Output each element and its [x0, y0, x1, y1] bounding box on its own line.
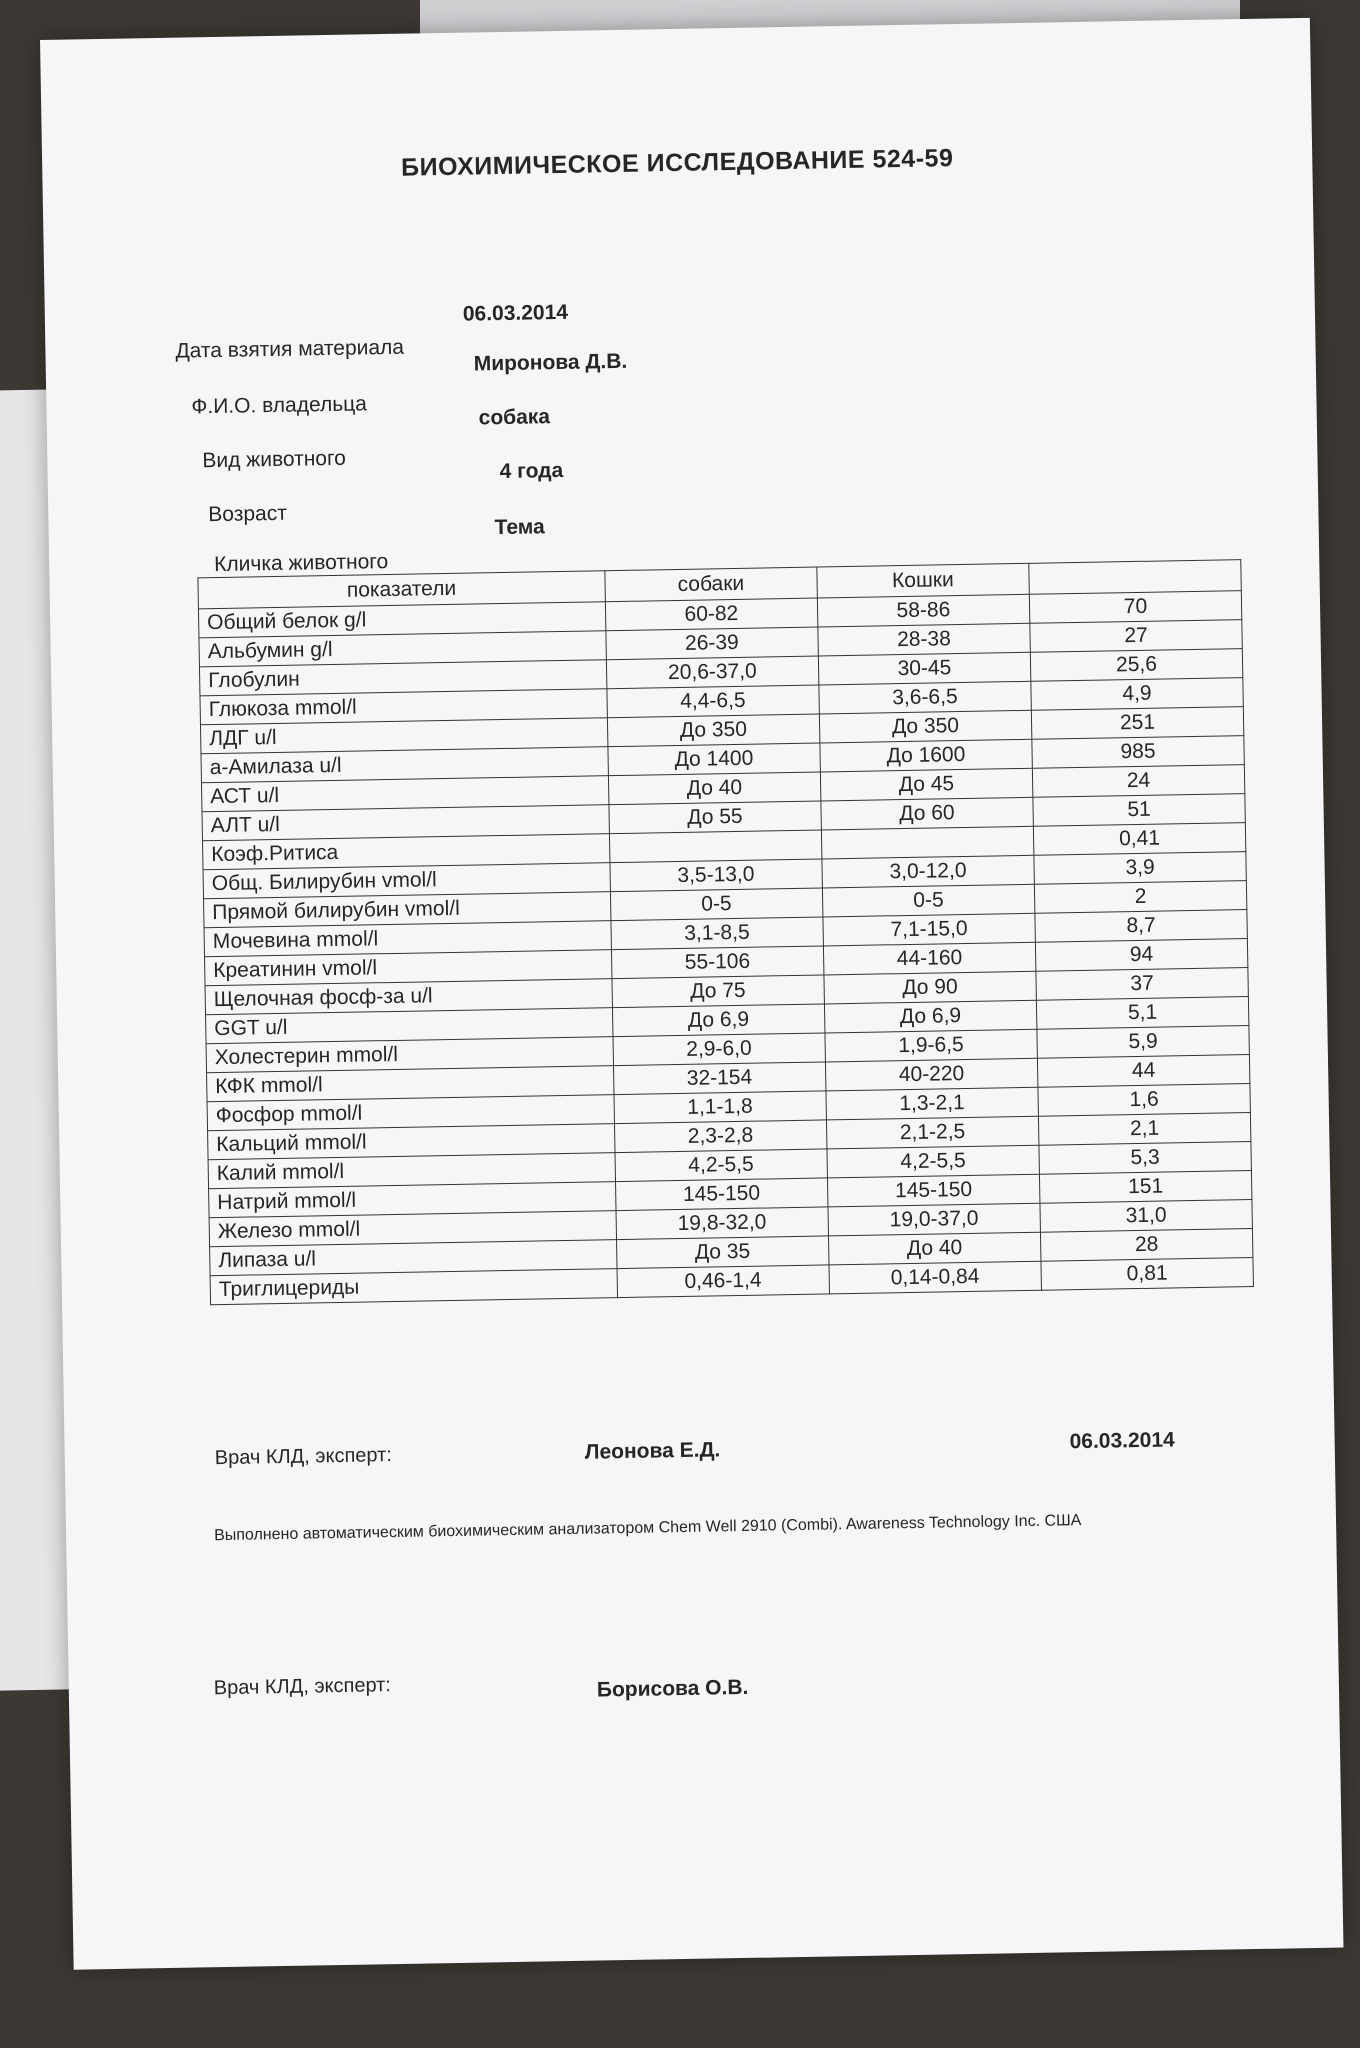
cat-range-cell: 0-5 [822, 884, 1035, 917]
cat-range-cell: 3,6-6,5 [819, 681, 1032, 714]
field-label-date: Дата взятия материала [175, 335, 405, 363]
result-cell: 5,9 [1037, 1026, 1250, 1059]
header-indicator: показатели [198, 571, 605, 609]
dog-range-cell: 4,2-5,5 [615, 1149, 828, 1182]
result-cell: 2 [1034, 881, 1247, 914]
field-value-owner: Миронова Д.В. [473, 349, 628, 376]
indicator-cell: Фосфор mmol/l [207, 1095, 614, 1131]
dog-range-cell [609, 830, 822, 863]
indicator-cell: Железо mmol/l [209, 1211, 616, 1247]
result-cell: 3,9 [1034, 852, 1247, 885]
field-value-pet-name: Тема [494, 515, 545, 540]
header-dogs: собаки [605, 567, 818, 602]
cat-range-cell: 145-150 [827, 1174, 1040, 1207]
indicator-cell: Прямой билирубин vmol/l [204, 892, 611, 928]
cat-range-cell: 1,3-2,1 [826, 1087, 1039, 1120]
field-label-age: Возраст [208, 501, 288, 527]
dog-range-cell: 2,3-2,8 [614, 1120, 827, 1153]
result-cell: 8,7 [1035, 910, 1248, 943]
indicator-cell: Коэф.Ритиса [203, 834, 610, 870]
dog-range-cell: До 1400 [608, 743, 821, 776]
indicator-cell: ЛДГ u/l [200, 718, 607, 754]
indicator-cell: а-Амилаза u/l [201, 747, 608, 783]
cat-range-cell: До 40 [828, 1232, 1041, 1265]
indicator-cell: Мочевина mmol/l [204, 921, 611, 957]
cat-range-cell: 7,1-15,0 [823, 913, 1036, 946]
result-cell: 1,6 [1038, 1084, 1251, 1117]
dog-range-cell: До 75 [612, 975, 825, 1008]
dog-range-cell: До 350 [607, 714, 820, 747]
field-label-pet-name: Кличка животного [213, 550, 389, 577]
signature1-label: Врач КЛД, эксперт: [214, 1444, 393, 1470]
dog-range-cell: До 35 [616, 1236, 829, 1269]
result-cell: 151 [1039, 1171, 1252, 1204]
field-label-species: Вид животного [202, 446, 347, 473]
field-label-owner: Ф.И.О. владельца [191, 392, 368, 419]
dog-range-cell: До 40 [608, 772, 821, 805]
indicator-cell: КФК mmol/l [207, 1066, 614, 1102]
indicator-cell: Холестерин mmol/l [206, 1037, 613, 1073]
dog-range-cell: 2,9-6,0 [613, 1033, 826, 1066]
header-result [1029, 560, 1242, 595]
result-cell: 51 [1033, 794, 1246, 827]
cat-range-cell: До 1600 [820, 739, 1033, 772]
indicator-cell: Общий белок g/l [198, 602, 605, 638]
field-value-date: 06.03.2014 [462, 300, 569, 326]
result-cell: 28 [1040, 1229, 1253, 1262]
cat-range-cell: До 350 [819, 710, 1032, 743]
result-cell: 5,1 [1036, 997, 1249, 1030]
result-cell: 37 [1036, 968, 1249, 1001]
dog-range-cell: 4,4-6,5 [607, 685, 820, 718]
dog-range-cell: 60-82 [605, 598, 818, 631]
indicator-cell: Липаза u/l [210, 1240, 617, 1276]
dog-range-cell: До 55 [609, 801, 822, 834]
field-value-species: собака [478, 405, 551, 430]
header-cats: Кошки [817, 563, 1030, 598]
cat-range-cell: 0,14-0,84 [829, 1261, 1042, 1294]
dog-range-cell: 0-5 [610, 888, 823, 921]
signature1-name: Леонова Е.Д. [584, 1438, 721, 1464]
indicator-cell: Глюкоза mmol/l [200, 689, 607, 725]
cat-range-cell: 19,0-37,0 [828, 1203, 1041, 1236]
field-value-age: 4 года [499, 458, 564, 484]
indicator-cell: Общ. Билирубин vmol/l [203, 863, 610, 899]
dog-range-cell: 3,5-13,0 [610, 859, 823, 892]
indicator-cell: Креатинин vmol/l [205, 950, 612, 986]
cat-range-cell: 4,2-5,5 [827, 1145, 1040, 1178]
cat-range-cell: 40-220 [825, 1058, 1038, 1091]
result-cell: 0,41 [1033, 823, 1246, 856]
result-cell: 251 [1031, 707, 1244, 740]
cat-range-cell: 2,1-2,5 [826, 1116, 1039, 1149]
results-table [197, 559, 1254, 1305]
indicator-cell: Глобулин [199, 660, 606, 696]
result-cell: 31,0 [1040, 1200, 1253, 1233]
analyzer-note: Выполнено автоматическим биохимическим анализатором Chem Well 2910 (Combi). Awareness Technology Inc. США [213, 1512, 1082, 1545]
indicator-cell: Триглицериды [210, 1269, 617, 1305]
indicator-cell: Натрий mmol/l [209, 1182, 616, 1218]
dog-range-cell: 1,1-1,8 [614, 1091, 827, 1124]
document-title: БИОХИМИЧЕСКОЕ ИССЛЕДОВАНИЕ 524-59 [400, 144, 954, 182]
cat-range-cell: 1,9-6,5 [825, 1029, 1038, 1062]
result-cell: 0,81 [1041, 1258, 1254, 1291]
result-cell: 27 [1030, 620, 1243, 653]
result-cell: 94 [1035, 939, 1248, 972]
cat-range-cell: 58-86 [817, 594, 1030, 627]
indicator-cell: GGT u/l [206, 1008, 613, 1044]
indicator-cell: Кальций mmol/l [208, 1124, 615, 1160]
dog-range-cell: 20,6-37,0 [606, 656, 819, 689]
cat-range-cell: 30-45 [818, 652, 1031, 685]
indicator-cell: АЛТ u/l [202, 805, 609, 841]
result-cell: 44 [1037, 1055, 1250, 1088]
result-cell: 985 [1032, 736, 1245, 769]
cat-range-cell: До 90 [824, 971, 1037, 1004]
dog-range-cell: 19,8-32,0 [616, 1207, 829, 1240]
cat-range-cell: До 45 [820, 768, 1033, 801]
result-cell: 24 [1032, 765, 1245, 798]
signature2-name: Борисова О.В. [596, 1675, 749, 1702]
dog-range-cell: До 6,9 [612, 1004, 825, 1037]
signature1-date: 06.03.2014 [1069, 1428, 1175, 1454]
result-cell: 4,9 [1031, 678, 1244, 711]
result-cell: 2,1 [1038, 1113, 1251, 1146]
cat-range-cell: До 6,9 [824, 1000, 1037, 1033]
dog-range-cell: 26-39 [606, 627, 819, 660]
result-cell: 5,3 [1039, 1142, 1252, 1175]
dog-range-cell: 145-150 [615, 1178, 828, 1211]
dog-range-cell: 32-154 [613, 1062, 826, 1095]
cat-range-cell: 3,0-12,0 [822, 855, 1035, 888]
cat-range-cell: 44-160 [823, 942, 1036, 975]
cat-range-cell: До 60 [821, 797, 1034, 830]
dog-range-cell: 3,1-8,5 [611, 917, 824, 950]
indicator-cell: Альбумин g/l [199, 631, 606, 667]
dog-range-cell: 0,46-1,4 [617, 1265, 830, 1298]
indicator-cell: АСТ u/l [201, 776, 608, 812]
result-cell: 70 [1029, 591, 1242, 624]
cat-range-cell: 28-38 [818, 623, 1031, 656]
indicator-cell: Калий mmol/l [208, 1153, 615, 1189]
cat-range-cell [821, 826, 1034, 859]
document-page [40, 18, 1343, 1970]
result-cell: 25,6 [1030, 649, 1243, 682]
dog-range-cell: 55-106 [611, 946, 824, 979]
signature2-label: Врач КЛД, эксперт: [213, 1674, 392, 1700]
indicator-cell: Щелочная фосф-за u/l [205, 979, 612, 1015]
